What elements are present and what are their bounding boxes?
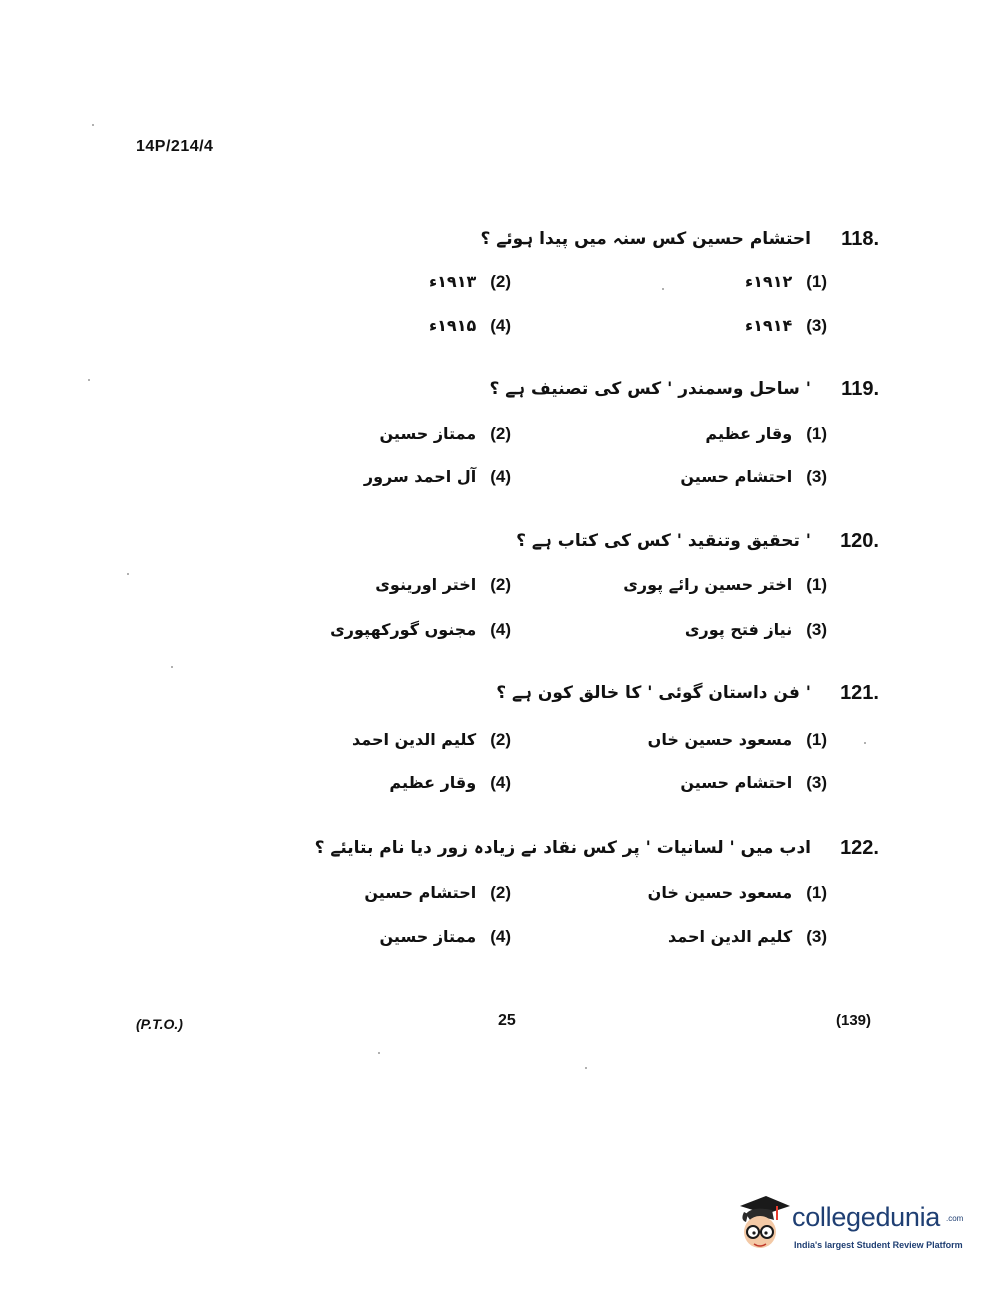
option-4: (4)مجنوں گورکھپوری bbox=[330, 620, 511, 639]
question-number: 121. bbox=[840, 682, 879, 704]
paper-code: 14P/214/4 bbox=[136, 138, 214, 155]
option-3: (3)احتشام حسین bbox=[680, 467, 827, 486]
scan-speck bbox=[92, 124, 94, 126]
option-1: (1)مسعود حسین خان bbox=[647, 883, 827, 902]
option-2: (2)۱۹۱۳ء bbox=[428, 272, 511, 291]
question-text: ' تحقیق وتنقید ' کس کی کتاب ہے ؟ bbox=[516, 531, 811, 551]
scan-speck bbox=[585, 1067, 587, 1069]
question-number: 120. bbox=[840, 530, 879, 552]
scan-speck bbox=[171, 666, 173, 668]
option-2: (2)اختر اورینوی bbox=[375, 575, 511, 594]
option-3: (3)نیاز فتح پوری bbox=[684, 620, 827, 639]
brand-tagline: India's largest Student Review Platform bbox=[794, 1240, 963, 1250]
booklet-number: (139) bbox=[836, 1012, 872, 1029]
pto-label: (P.T.O.) bbox=[136, 1016, 183, 1032]
scan-speck bbox=[662, 288, 664, 290]
question-text: احتشام حسین کس سنہ میں پیدا ہوئے ؟ bbox=[480, 229, 811, 249]
option-1: (1)اختر حسین رائے پوری bbox=[623, 575, 827, 594]
brand-dotcom: .com bbox=[946, 1214, 964, 1223]
question-number: 119. bbox=[841, 378, 879, 400]
question-text: ' فن داستان گوئی ' کا خالق کون ہے ؟ bbox=[496, 683, 811, 703]
question-122 bbox=[259, 837, 879, 867]
option-4: (4)آل احمد سرور bbox=[363, 467, 511, 486]
option-3: (3)کلیم الدین احمد bbox=[668, 927, 827, 946]
question-text: ' ساحل وسمندر ' کس کی تصنیف ہے ؟ bbox=[489, 379, 811, 399]
option-4: (4)۱۹۱۵ء bbox=[428, 316, 511, 335]
page-number: 25 bbox=[498, 1012, 516, 1029]
option-2: (2)احتشام حسین bbox=[364, 883, 511, 902]
brand-name: collegedunia bbox=[792, 1202, 941, 1232]
question-121 bbox=[259, 682, 879, 712]
option-4: (4)وقار عظیم bbox=[389, 773, 511, 792]
graduate-mascot-icon bbox=[732, 1192, 792, 1258]
option-4: (4)ممتاز حسین bbox=[379, 927, 511, 946]
question-118 bbox=[259, 228, 879, 258]
question-text: ادب میں ' لسانیات ' پر کس نقاد نے زیادہ زور دیا نام بتایئے ؟ bbox=[314, 838, 811, 858]
question-number: 118. bbox=[841, 228, 879, 250]
scan-speck bbox=[864, 742, 866, 744]
option-2: (2)کلیم الدین احمد bbox=[352, 730, 511, 749]
scan-speck bbox=[127, 573, 129, 575]
option-2: (2)ممتاز حسین bbox=[379, 424, 511, 443]
option-1: (1)۱۹۱۲ء bbox=[744, 272, 827, 291]
question-119 bbox=[259, 378, 879, 408]
option-3: (3)۱۹۱۴ء bbox=[744, 316, 827, 335]
option-3: (3)احتشام حسین bbox=[680, 773, 827, 792]
option-1: (1)مسعود حسین خاں bbox=[647, 730, 827, 749]
collegedunia-watermark bbox=[732, 1192, 972, 1262]
question-number: 122. bbox=[840, 837, 879, 859]
scan-speck bbox=[88, 379, 90, 381]
option-1: (1)وقار عظیم bbox=[705, 424, 827, 443]
scan-speck bbox=[378, 1052, 380, 1054]
question-120 bbox=[259, 530, 879, 560]
